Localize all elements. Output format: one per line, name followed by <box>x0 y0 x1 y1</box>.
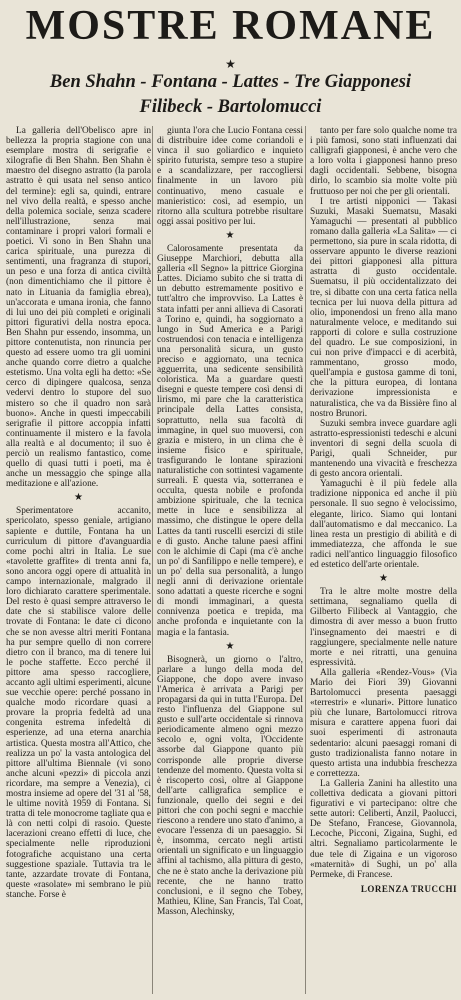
paragraph-tre-artisti: I tre artisti nipponici — Takasi Suzuki, Masaki Suematsu, Masaki Yamaguchi — presentati al pubblico romano dalla galleria «La Salita» — ci permettono, sia pure in scala ridotta, di osservare appunto le diverse reazioni dei pittori giapponesi alla pittura astratta di gusto occidentale. Suematsu, il più occidentalizzato dei tre, si dibatte con una certa fatica nella tecnica per lui nuova della pittura ad olio, imponendosi un freno alla mano naturalmente veloce, e meditando sui rapporti di colore e sulla costruzione del quadro. Le sue composizioni, in cui non prive d'impacci e di acerbità, rammentano, grosso modo, quell'ampia e gustosa gamme di toni, che la pittura europea, di lontana derivazione impressionista e naturalistica, che va da Bissière fino al nostro Brunori. <box>310 196 457 419</box>
star-separator-icon: ★ <box>74 492 83 504</box>
star-separator-icon: ★ <box>225 640 235 652</box>
paragraph-giappone-cont: tanto per fare solo qualche nome tra i più famosi, sono stati influenzati dai calligrafi giapponesi, è anche vero che a loro volta i giapponesi hanno preso dagli occidentali. Sebbene, bisogna dirlo, lo scambio sia molte volte più fruttuoso per noi che per gli orientali. <box>310 126 457 197</box>
article-column-1 <box>6 126 151 994</box>
paragraph-zanini: La Galleria Zanini ha allestito una collettiva dedicata a giovani pittori figurativi e vi partecipano: oltre che sette autori: Celiberti, Anzil, Paolucci, De Stefano, Francese, Giovannola, Lecoche, Picconi, Zigaina, Sughi, ed altri. Segnaliamo particolarmente le due tele di Zigaina e un vigoroso «maternità» di Sughi, un po' alla Permeke, di Francese. <box>310 778 457 880</box>
column-divider <box>152 126 153 994</box>
paragraph-ben-shahn: La galleria dell'Obelisco apre in bellezza la propria stagione con una esemplare mostra di serigrafie e xilografie di Ben Shahn. Ben Shahn è maestro del disegno astratto (la parola astratto è qui usata nel senso antico del termine): egli sa, quindi, entrare nel vivo della realtà, e spesso anche della polemica sociale, senza scadere nell'illustrazione, senza mai contaminare i propri valori formali e poetici. Vi sono in Ben Shahn una carica spirituale, una purezza di sentimenti, una fragranza di stupori, un peso e una forza di antica civiltà (non dimentichiamo che il pittore è nato in Lituania da famiglia ebrea), un'accorata e umana ironia, che fanno di lui uno dei più completi e originali pittori figurativi della nostra epoca. Ben Shahn pur essendo, insomma, un pittore contenutista, non rinuncia per questo ad essere uomo tra gli uomini anche quando corre dietro a qualche estetismo. Una volta egli ha detto: «Se cerco di dipingere qualcosa, senza vedervi dentro lo stupore del suo mistero so che il quadro non sarà buono». Anche in questi impeccabili serigrafie il pittore accoppia infatti continuamente il mistero e la favola alla realtà e al documento; il suo è perciò un realismo fantastico, come quello di quasi tutti i poeti, ma è anche un messaggio che spinge alla meditazione e all'azione. <box>6 126 151 490</box>
article-title: MOSTRE ROMANE <box>25 3 436 49</box>
author-signature: LORENZA TRUCCHI <box>360 883 457 894</box>
star-separator-icon: ★ <box>225 229 235 241</box>
article-column-3 <box>310 126 457 994</box>
paragraph-suzuki: Suzuki sembra invece guardare agli astratto-espressionisti tedeschi e alcuni inventori di segni della scuola di Parigi, quali Schneider, pur mantenendo una vivacità e freschezza di gesto ancora orientali. <box>310 418 457 480</box>
paragraph-filibeck: Tra le altre molte mostre della settimana, segnaliamo quella di Gilberto Filibeck al Vantaggio, che dimostra di aver messo a buon frutto l'insegnamento dei maestri e di raggiungere, specialmente nelle nature morte e nei ritratti, una genuina espressività. <box>310 587 457 668</box>
column-divider <box>305 126 306 994</box>
star-separator-icon: ★ <box>379 573 388 585</box>
paragraph-lattes: Calorosamente presentata da Giuseppe Marchiori, debutta alla galleria «Il Segno» la pittrice Giorgina Lattes. Diciamo subito che si tratta di un debutto estremamente positivo e tutt'altro che improvviso. La Lattes è stata infatti per anni allieva di Casorati a Torino e, quindi, ha soggiornato a lungo in Sud America e a Parigi costruendosi con tenacia e intelligenza una personalità sicura, un gusto preciso e aggiornato, una tecnica agguerrita, una sedicente sensibilità coloristica. Ma a guardare questi disegni e queste tempere così densi di lirismo, mi pare che la caratteristica principale della Lattes consista, soprattutto, nella sua facoltà di immagine, in quel suo muoversi, con grazia e mistero, in un clima che è insieme fisico e spirituale, trasfigurando le lontane spirazioni naturalistiche con sottintesi vagamente surreali. E questa via, sotterranea e occulta, questa nobile e profonda ambizione spirituale, che la tecnica mette in luce e sensibilizza al massimo, che distingue le opere della Lattes da tanti ruscelli esercizi di stile e di gusto. Anche talune paesi affini con le alchimie di Capi (ma c'è anche un po' di Sanfilippo e nelle tempere), e un po' della sua personalità, a lungo negli anni di derivazione orientale sono adattati a queste ricerche e sogni di mondi immaginari, a questa connivenza poetica e trepida, ma anche profonda e inquietante con la magia e la fantasia. <box>157 243 303 638</box>
article-subtitle-line-2: Filibeck - Bartolomucci <box>139 97 322 117</box>
paragraph-yamaguchi: Yamaguchi è il più fedele alla tradizione nipponica ed anche il più personale. Il suo segno è velocissimo, elegante, lirico. Siamo qui lontani dall'automatismo e dal meccanico. La linea resta un prestigio di abilità e di immediatezza, che affonda le sue radici nell'antico linguaggio filosofico ed estetico dell'arte orientale. <box>310 479 457 571</box>
paragraph-bartolomucci: Alla galleria «Rendez-Vous» (Via Mario dei Fiori 39) Giovanni Bartolomucci presenta paesaggi «terrestri» e «lunari». Pittore lunatico più che lunare, Bartolomucci ritrova misura e carattere appena fuori dai suoi esperimenti di astronauta sedentario: alcuni paesaggi romani di gusto tradizionalista fanno notare in questo artista una indubbia freschezza e correttezza. <box>310 667 457 779</box>
paragraph-fontana: Sperimentatore accanito, spericolato, spesso geniale, artigiano sapiente e duttile, Fontana ha un curriculum di pittore d'avanguardia come pochi altri in Italia. Le sue «tavolette graffite» di trenta anni fa, sono ancora oggi opere di attualità in campo internazionale, malgrado il loro dichiarato carattere sperimentale. Del resto è quasi sempre attraverso le date che si stabilisce valore delle trovate di Fontana: le date ci dicono che se non avesse altri meriti Fontana ha pur sempre quello di non correre dietro con il branco, ma di tenere lui le poche staffette. Ecco perché il pittore ama spesso raccogliere, accanto agli ultimi esperimenti, alcune sue vecchie opere: perché possano in qualche modo ricordare quasi a provare la propria fedeltà ad una congenita estrema infedeltà di esperienze, ad una eterna anarchia artistica. Questa mostra all'Attico, che realizza un po' la vasta antologica del pittore all'ultima Biennale (vi sono anche alcuni «pezzi» di piccola anzi ricordare, ma sempre a Venezia), ci mostra insieme ad opere del '31 al '58, le ultime novità 1959 di Fontana. Si tratta di tele monocrome tagliate qua e là con netti colpi di rasoio. Queste lacerazioni creano effetti di luce, che specialmente nelle riproduzioni fotografiche acquistano una certa suggestione spaziale. Tuttavia tra le tante, azzardate trovate di Fontana, queste «rasolate» mi sembrano le più stanche. Forse è <box>6 506 151 900</box>
article-subtitle-line-1: Ben Shahn - Fontana - Lattes - Tre Giapponesi <box>49 72 412 92</box>
paragraph-fontana-cont: giunta l'ora che Lucio Fontana cessi di distribuire idee come coriandoli e vinca il suo goliardico e inquieto spirito futurista, sempre teso a stupire e a scandalizzare, per raccogliersi finalmente in un lavoro più continuativo, meno casuale e manieristico: così, ad esempio, un ritorno alla scultura potrebbe risultare oggi assai positivo per lui. <box>157 126 303 227</box>
article-column-2 <box>157 126 303 994</box>
star-ornament-icon: ★ <box>225 57 236 71</box>
paragraph-giappone: Bisognerà, un giorno o l'altro, parlare a lungo della moda del Giappone, che dopo avere invaso l'America è arrivata a Parigi per propagarsi da qui in tutta l'Europa. Del resto l'influenza del Giappone sul gusto e sull'arte occidentale si rinnova periodicamente almeno ogni mezzo secolo e, ogni volta, l'Occidente assorbe dal Giappone quanto più corrisponde alle proprie diverse tendenze del momento. Questa volta si è riscoperto così, oltre al Giappone dell'arte calligrafica semplice e funzionale, quello dei segni e dei pittori che con pochi segni e macchie riescono a rendere uno stato d'animo, a evocare l'essenza di un paesaggio. Si è, insomma, cercato negli artisti orientali un significato e un linguaggio affini al tachismo, alla pittura di gesto, che ne è stato anche la derivazione più recente, che ne hanno tratto conclusioni, e il segno che Tobey, Mathieu, Kline, San Francis, Tal Coat, Masson, Alechinsky, <box>157 654 303 917</box>
